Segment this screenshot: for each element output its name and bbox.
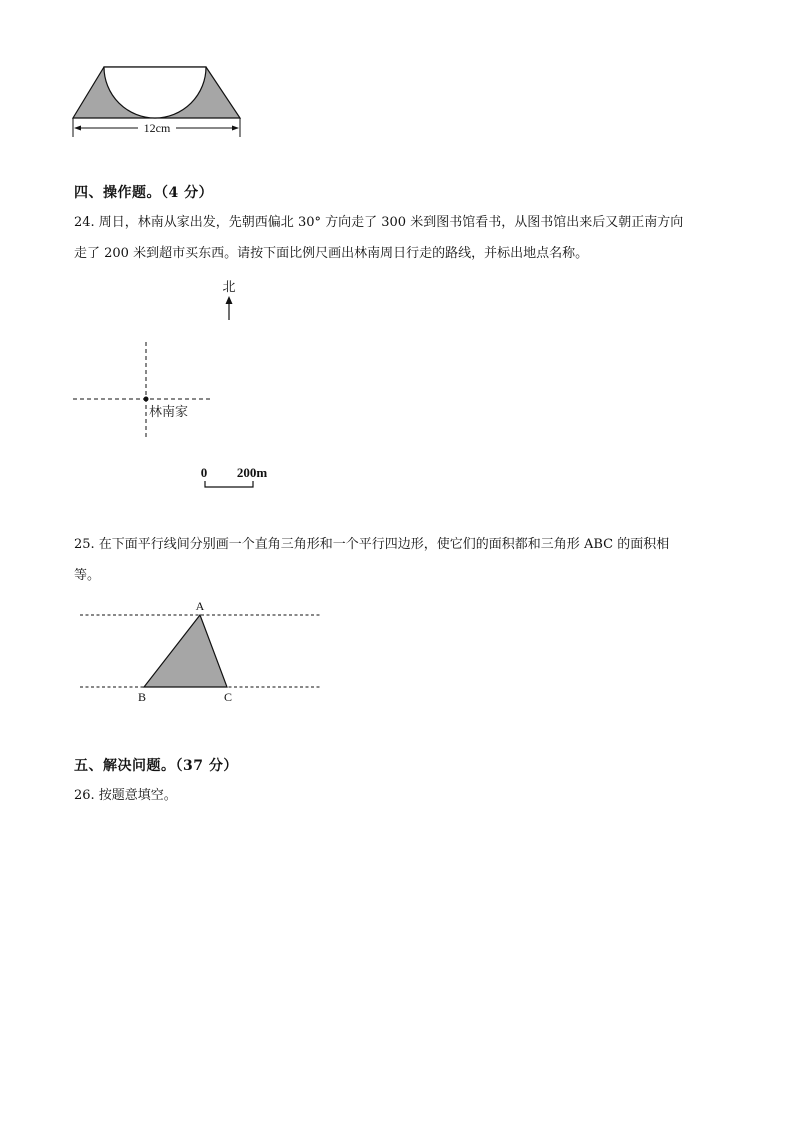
q25-line1: 25. 在下面平行线间分别画一个直角三角形和一个平行四边形，使它们的面积都和三角形 ABC 的面积相 xyxy=(74,537,670,552)
section5-title: 五、解决问题。（37 分） xyxy=(74,758,238,774)
north-label: 北 xyxy=(222,279,236,294)
q24-line1: 24. 周日，林南从家出发，先朝西偏北 30° 方向走了 300 米到图书馆看书，从图书馆出来后又朝正南方向 xyxy=(74,215,684,230)
scale-bar xyxy=(205,481,253,487)
q26-line1: 26. 按题意填空。 xyxy=(74,788,177,803)
vertex-a-label: A xyxy=(195,599,205,613)
vertex-c-label: C xyxy=(223,690,233,704)
dimension-label: 12cm xyxy=(143,121,171,135)
home-label: 林南家 xyxy=(149,404,189,419)
scale-zero: 0 xyxy=(200,465,208,480)
q25-line2: 等。 xyxy=(74,568,101,583)
trapezoid-figure xyxy=(64,60,254,140)
triangle-figure xyxy=(70,595,330,710)
scale-value: 200m xyxy=(236,465,268,480)
vertex-b-label: B xyxy=(137,690,147,704)
direction-map xyxy=(60,274,300,494)
triangle-abc xyxy=(144,615,227,687)
section4-title: 四、操作题。（4 分） xyxy=(74,185,214,201)
home-point xyxy=(144,397,149,402)
q24-line2: 走了 200 米到超市买东西。请按下面比例尺画出林南周日行走的路线，并标出地点名称。 xyxy=(74,246,589,261)
